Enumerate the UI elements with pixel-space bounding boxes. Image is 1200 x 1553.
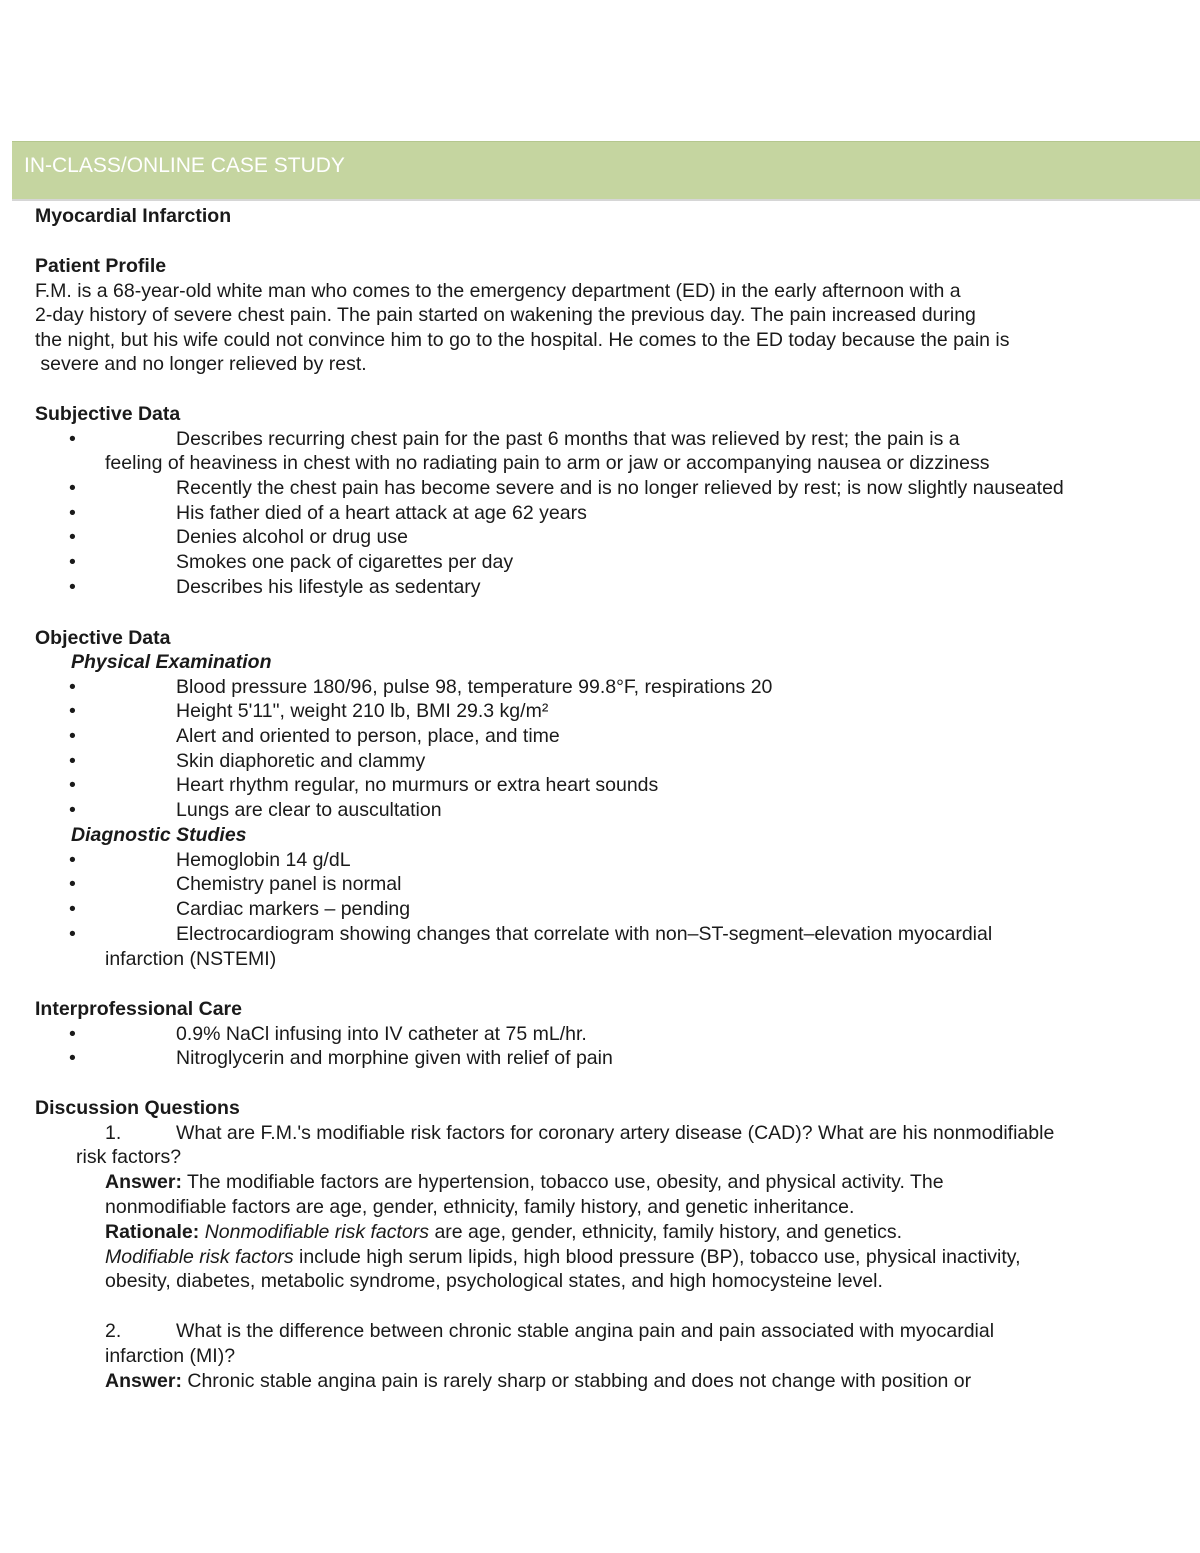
patient-profile-heading: Patient Profile: [35, 255, 167, 277]
list-item-text: Describes his lifestyle as sedentary: [176, 576, 481, 598]
question-continuation: infarction (MI)?: [105, 1345, 236, 1367]
banner-title: IN-CLASS/ONLINE CASE STUDY: [24, 154, 345, 177]
list-item-text: Recently the chest pain has become severe and is no longer relieved by rest; is now slightly nauseated: [176, 477, 1064, 499]
discussion-heading: Discussion Questions: [35, 1097, 240, 1119]
bullet: •: [69, 576, 76, 598]
list-item-text: Electrocardiogram showing changes that correlate with non–ST-segment–elevation myocardial: [176, 923, 993, 945]
question-number: 2.: [105, 1320, 122, 1342]
rationale-emphasis: Modifiable risk factors: [105, 1246, 294, 1268]
document-title: Myocardial Infarction: [35, 205, 232, 227]
list-item-text: Skin diaphoretic and clammy: [176, 750, 426, 772]
interprofessional-heading: Interprofessional Care: [35, 998, 242, 1020]
bullet: •: [69, 477, 76, 499]
question-number: 1.: [105, 1122, 122, 1144]
bullet: •: [69, 923, 76, 945]
list-item-text: Cardiac markers – pending: [176, 898, 411, 920]
list-item-text: Alert and oriented to person, place, and time: [176, 725, 560, 747]
list-item-continuation: feeling of heaviness in chest with no radiating pain to arm or jaw or accompanying nausea or dizziness: [105, 452, 990, 474]
rationale-line: obesity, diabetes, metabolic syndrome, psychological states, and high homocysteine level.: [105, 1270, 883, 1292]
bullet: •: [69, 774, 76, 796]
diagnostic-studies-heading: Diagnostic Studies: [71, 824, 247, 846]
patient-profile-line: the night, but his wife could not convince him to go to the hospital. He comes to the ED today because the pain is: [35, 329, 1010, 351]
list-item-text: His father died of a heart attack at age 62 years: [176, 502, 587, 524]
list-item-text: Lungs are clear to auscultation: [176, 799, 442, 821]
rationale-text: are age, gender, ethnicity, family history, and genetics.: [429, 1221, 902, 1243]
subjective-heading: Subjective Data: [35, 403, 181, 425]
list-item-text: Chemistry panel is normal: [176, 873, 402, 895]
section-banner: [12, 141, 1200, 201]
answer-2: [105, 1369, 971, 1393]
list-item-text: Denies alcohol or drug use: [176, 526, 408, 548]
list-item-text: Describes recurring chest pain for the past 6 months that was relieved by rest; the pain is a: [176, 428, 960, 450]
objective-heading: Objective Data: [35, 627, 171, 649]
list-item-text: Height 5'11", weight 210 lb, BMI 29.3 kg/m²: [176, 700, 549, 722]
bullet: •: [69, 700, 76, 722]
bullet: •: [69, 725, 76, 747]
list-item-text: Hemoglobin 14 g/dL: [176, 849, 351, 871]
rationale-text: include high serum lipids, high blood pressure (BP), tobacco use, physical inactivity,: [293, 1246, 1021, 1268]
bullet: •: [69, 873, 76, 895]
answer-label: Answer:: [105, 1171, 182, 1193]
bullet: •: [69, 428, 76, 450]
list-item-text: Nitroglycerin and morphine given with relief of pain: [176, 1047, 613, 1069]
answer-text: Chronic stable angina pain is rarely sharp or stabbing and does not change with position or: [181, 1370, 972, 1392]
list-item-text: Blood pressure 180/96, pulse 98, temperature 99.8°F, respirations 20: [176, 676, 773, 698]
patient-profile-line: severe and no longer relieved by rest.: [35, 353, 367, 375]
answer-continuation: nonmodifiable factors are age, gender, ethnicity, family history, and genetic inheritance.: [105, 1196, 855, 1218]
bullet: •: [69, 676, 76, 698]
answer-text: The modifiable factors are hypertension, tobacco use, obesity, and physical activity. The: [181, 1171, 944, 1193]
bullet: •: [69, 502, 76, 524]
bullet: •: [69, 551, 76, 573]
bullet: •: [69, 898, 76, 920]
question-continuation: risk factors?: [76, 1146, 182, 1168]
bullet: •: [69, 526, 76, 548]
bullet: •: [69, 750, 76, 772]
physical-exam-heading: Physical Examination: [71, 651, 272, 673]
answer-1: [105, 1170, 944, 1194]
list-item-continuation: infarction (NSTEMI): [105, 948, 277, 970]
patient-profile-line: F.M. is a 68-year-old white man who comes to the emergency department (ED) in the early afternoon with a: [35, 280, 961, 302]
bullet: •: [69, 1047, 76, 1069]
list-item-text: Heart rhythm regular, no murmurs or extra heart sounds: [176, 774, 659, 796]
bullet: •: [69, 1023, 76, 1045]
bullet: •: [69, 849, 76, 871]
rationale-emphasis: Nonmodifiable risk factors: [204, 1221, 430, 1243]
list-item-text: Smokes one pack of cigarettes per day: [176, 551, 514, 573]
question-text: What is the difference between chronic stable angina pain and pain associated with myocardial: [176, 1320, 995, 1342]
question-text: What are F.M.'s modifiable risk factors for coronary artery disease (CAD)? What are his nonmodifiable: [176, 1122, 1055, 1144]
rationale-1: [105, 1220, 902, 1244]
rationale-line: [105, 1245, 1021, 1269]
rationale-label: Rationale:: [105, 1221, 200, 1243]
patient-profile-line: 2-day history of severe chest pain. The pain started on wakening the previous day. The pain increased during: [35, 304, 976, 326]
list-item-text: 0.9% NaCl infusing into IV catheter at 75 mL/hr.: [176, 1023, 587, 1045]
bullet: •: [69, 799, 76, 821]
answer-label: Answer:: [105, 1370, 182, 1392]
